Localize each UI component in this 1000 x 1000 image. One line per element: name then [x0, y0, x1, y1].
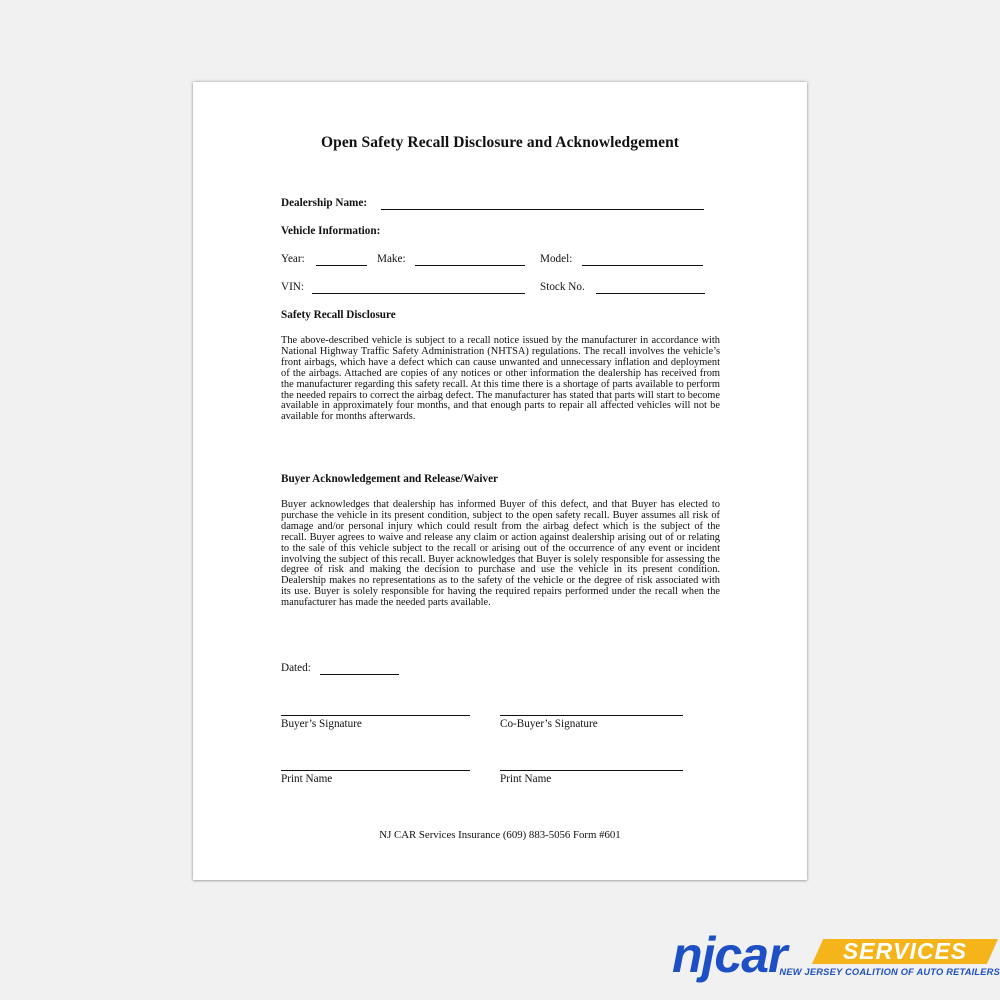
cobuyer-signature-label: Co-Buyer’s Signature — [500, 718, 598, 730]
year-label: Year: — [281, 253, 305, 265]
buyer-print-name-line[interactable] — [281, 770, 470, 771]
safety-recall-paragraph: The above-described vehicle is subject to a recall notice issued by the manufacturer in accordance with National Highway Traffic Safety Administration (NHTSA) regulations. The recall involves the vehicle’s front airbags, which have a defect which can cause unwanted and unnecessary inflation and deployment of the airbags. Attached are copies of any notices or other information the dealership has received from the manufacturer regarding this safety recall. At this time there is a shortage of parts available to perform the needed repairs to correct the airbag defect. The manufacturer has stated that parts will start to become available in approximately four months, and that enough parts to repair all affected vehicles will not be available for months afterwards. — [281, 335, 720, 423]
buyer-signature-line[interactable] — [281, 715, 470, 716]
buyer-print-name-label: Print Name — [281, 773, 333, 785]
cobuyer-print-name-label: Print Name — [500, 773, 552, 785]
dated-label: Dated: — [281, 662, 311, 674]
logo-tagline: NEW JERSEY COALITION OF AUTO RETAILERS — [779, 967, 1000, 977]
form-footer: NJ CAR Services Insurance (609) 883-5056 Form #601 — [379, 829, 621, 841]
vin-field[interactable] — [312, 293, 525, 294]
njcar-services-logo — [672, 927, 1000, 986]
make-label: Make: — [377, 253, 406, 265]
vehicle-information-label: Vehicle Information: — [281, 225, 381, 237]
stock-number-field[interactable] — [596, 293, 705, 294]
logo-brand-text: njcar — [672, 927, 787, 983]
stock-number-label: Stock No. — [540, 281, 585, 293]
year-field[interactable] — [316, 265, 367, 266]
buyer-acknowledgement-paragraph: Buyer acknowledges that dealership has informed Buyer of this defect, and that Buyer has elected to purchase the vehicle in its present condition, subject to the open safety recall. Buyer assumes all risk of damage and/or personal injury which could result from the airbag defect which is the subject of the recall. Buyer agrees to waive and release any claim or action against dealership arising out of or relating to the sale of this vehicle subject to the recall or arising out of the occurrence of any event or incident involving the subject of this recall. Buyer acknowledges that Buyer is solely responsible for assessing the degree of risk and making the decision to purchase and use the vehicle in its present condition. Dealership makes no representations as to the safety of the vehicle or the degree of risk associated with its use. Buyer is solely responsible for having the required repairs performed under the recall when the manufacturer has made the needed parts available. — [281, 499, 720, 609]
cobuyer-print-name-line[interactable] — [500, 770, 683, 771]
buyer-signature-label: Buyer’s Signature — [281, 718, 362, 730]
model-field[interactable] — [582, 265, 703, 266]
vin-label: VIN: — [281, 281, 304, 293]
dealership-name-label: Dealership Name: — [281, 197, 368, 209]
logo-services-text: SERVICES — [842, 938, 968, 964]
dated-field[interactable] — [320, 674, 399, 675]
dealership-name-field[interactable] — [381, 209, 704, 210]
safety-recall-heading: Safety Recall Disclosure — [281, 309, 396, 321]
document-page — [193, 82, 807, 880]
buyer-acknowledgement-heading: Buyer Acknowledgement and Release/Waiver — [281, 473, 499, 485]
make-field[interactable] — [415, 265, 525, 266]
model-label: Model: — [540, 253, 573, 265]
document-title: Open Safety Recall Disclosure and Acknowledgement — [320, 134, 680, 151]
cobuyer-signature-line[interactable] — [500, 715, 683, 716]
